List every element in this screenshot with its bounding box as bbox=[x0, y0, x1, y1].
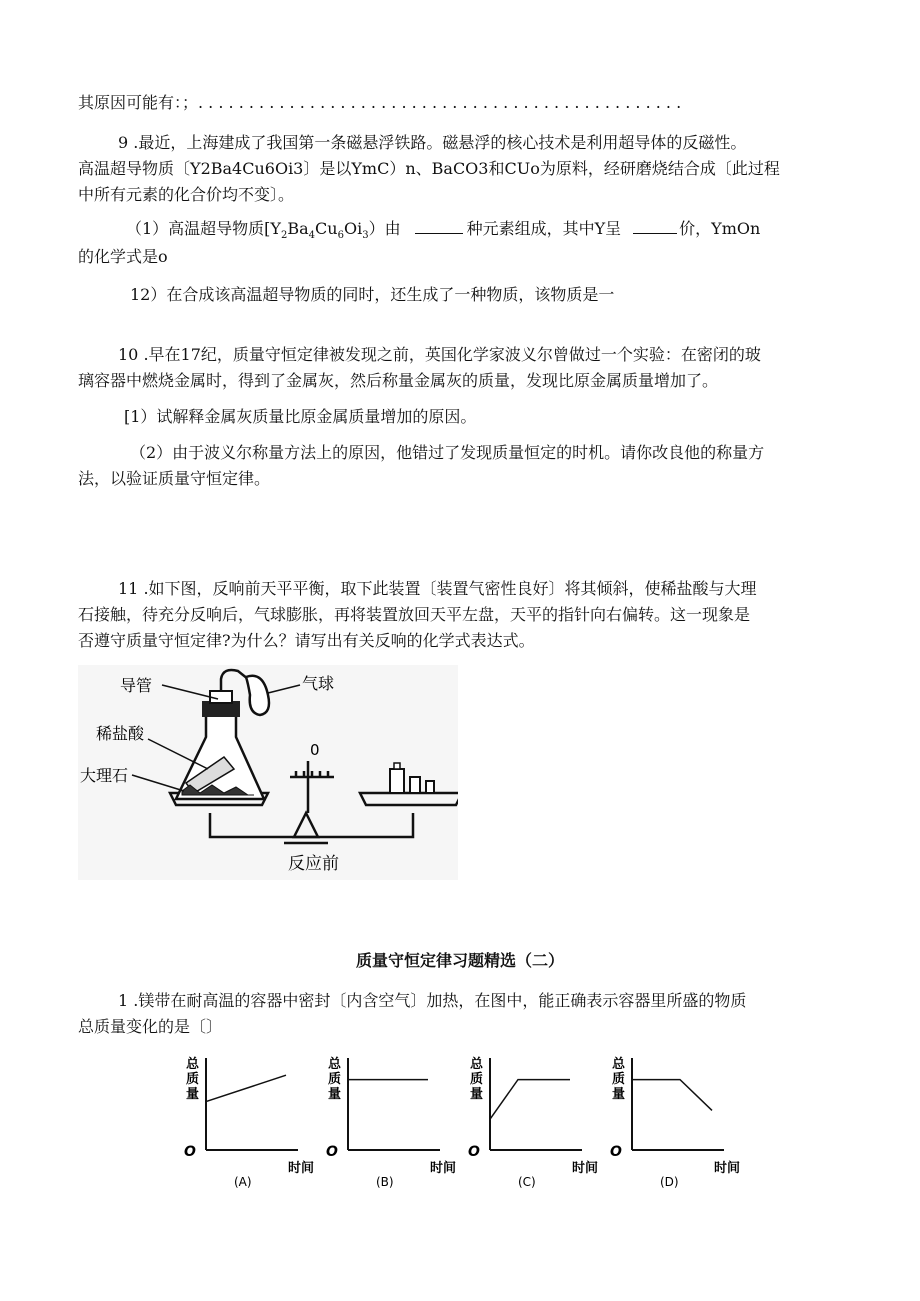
q10-part2-line1: （2）由于波义尔称量方法上的原因，他错过了发现质量恒定的时机。请你改良他的称量方 bbox=[130, 443, 765, 462]
graph-b-origin: O bbox=[326, 1144, 338, 1160]
label-tube: 导管 bbox=[120, 676, 153, 695]
graph-c-title: (C) bbox=[518, 1175, 536, 1189]
graph-b-title: (B) bbox=[376, 1175, 394, 1189]
graph-a-ylabel-2: 质 bbox=[186, 1072, 200, 1087]
graph-d-ylabel-2: 质 bbox=[612, 1072, 626, 1087]
weight-medium bbox=[410, 777, 420, 793]
graph-a-series-line bbox=[206, 1075, 286, 1101]
label-balloon: 气球 bbox=[302, 674, 335, 693]
q9-sub-o: 3 bbox=[362, 230, 369, 242]
q9-part1-e: ）由 bbox=[368, 219, 401, 238]
graph-c-ylabel-2: 质 bbox=[470, 1072, 484, 1087]
graph-b-ylabel-2: 质 bbox=[328, 1072, 342, 1087]
graph-b-ylabel-1: 总 bbox=[328, 1057, 342, 1072]
q9-line2: 高温超导物质〔Y2Ba4Cu6Oi3〕是以YmC）n、BaCO3和CUo为原料，经研磨烧结合成〔此过程 bbox=[78, 159, 780, 178]
graph-d-ylabel-1: 总 bbox=[612, 1057, 626, 1072]
s2q1-line1: 1 .镁带在耐高温的容器中密封〔内含空气〕加热，在图中，能正确表示容器里所盛的物质 bbox=[118, 991, 747, 1010]
q9-part1-a: （1）高温超导物质[Y bbox=[126, 219, 281, 238]
graph-b-ylabel-3: 量 bbox=[328, 1087, 342, 1102]
graph-d-series-line bbox=[632, 1080, 712, 1111]
figure-caption: 反应前 bbox=[288, 854, 339, 874]
graph-a-origin: O bbox=[184, 1144, 196, 1160]
line-reason-dots: 其原因可能有：；. . . . . . . . . . . . . . . . . . . . . . . . . . . . . . . . . . . . . . . . . . . . . . . . bbox=[78, 93, 682, 112]
q11-line3: 否遵守质量守恒定律?为什么？请写出有关反响的化学式表达式。 bbox=[78, 631, 535, 650]
label-acid: 稀盐酸 bbox=[96, 724, 145, 743]
graph-a-ylabel-3: 量 bbox=[186, 1087, 200, 1102]
section-title: 质量守恒定律习题精选（二） bbox=[355, 951, 564, 970]
graph-b-xlabel: 时间 bbox=[430, 1161, 457, 1176]
graph-c-ylabel-3: 量 bbox=[470, 1087, 484, 1102]
q9-part1-c: Cu bbox=[315, 219, 338, 238]
q10-line1: 10 .早在17纪，质量守恒定律被发现之前，英国化学家波义尔曾做过一个实验：在密闭的玻 bbox=[118, 345, 761, 364]
graph-c-xlabel: 时间 bbox=[572, 1161, 599, 1176]
graph-c-origin: O bbox=[468, 1144, 480, 1160]
graph-d-origin: O bbox=[610, 1144, 622, 1160]
q9-part1-line2: 的化学式是o bbox=[78, 247, 168, 266]
graph-a-xlabel: 时间 bbox=[288, 1161, 315, 1176]
q9-part1-d: Oi bbox=[343, 219, 363, 238]
apparatus-figure bbox=[78, 665, 458, 880]
graph-d-ylabel-3: 量 bbox=[612, 1087, 626, 1102]
weight-large bbox=[390, 769, 404, 793]
graph-d-title: (D) bbox=[660, 1175, 679, 1189]
q10-part2-line2: 法，以验证质量守恒定律。 bbox=[78, 469, 271, 488]
q9-sub-ba: 4 bbox=[308, 230, 316, 242]
q10-line2: 璃容器中燃烧金属时，得到了金属灰，然后称量金属灰的质量，发现比原金属质量增加了。 bbox=[78, 371, 719, 390]
q10-part1: [1）试解释金属灰质量比原金属质量增加的原因。 bbox=[124, 407, 477, 426]
q9-part2: 12）在合成该高温超导物质的同时，还生成了一种物质，该物质是一 bbox=[130, 285, 615, 304]
graph-c-ylabel-1: 总 bbox=[470, 1057, 484, 1072]
mass-time-graphs bbox=[184, 1050, 744, 1190]
q11-line2: 石接触，待充分反响后，气球膨胀，再将装置放回天平左盘，天平的指针向右偏转。这一现象是 bbox=[78, 605, 751, 624]
weight-large-knob bbox=[394, 763, 400, 769]
s2q1-line2: 总质量变化的是〔〕 bbox=[78, 1017, 223, 1036]
weight-small bbox=[426, 781, 434, 793]
graph-a-title: (A) bbox=[234, 1175, 252, 1189]
q9-part1 bbox=[126, 216, 906, 242]
graph-d-xlabel: 时间 bbox=[714, 1161, 741, 1176]
graph-c-series-line bbox=[490, 1080, 570, 1120]
q9-part1-g: 价，YmOn bbox=[679, 219, 761, 238]
stopper-top bbox=[210, 691, 232, 703]
blank-element-count[interactable] bbox=[415, 219, 463, 234]
q9-sub-cu: 6 bbox=[337, 230, 344, 242]
q9-line3: 中所有元素的化合价均不变〕。 bbox=[78, 185, 295, 204]
graph-a-ylabel-1: 总 bbox=[186, 1057, 200, 1072]
q9-part1-b: Ba bbox=[287, 219, 309, 238]
q9-part1-f: 种元素组成，其中Y呈 bbox=[466, 219, 622, 238]
q9-sub-y: 2 bbox=[281, 230, 288, 242]
blank-valence[interactable] bbox=[633, 219, 677, 234]
label-marble: 大理石 bbox=[80, 766, 129, 785]
q11-line1: 11 .如下图，反响前天平平衡，取下此装置〔装置气密性良好〕将其倾斜，使稀盐酸与大理 bbox=[118, 579, 757, 598]
q9-line1: 9 .最近，上海建成了我国第一条磁悬浮铁路。磁悬浮的核心技术是利用超导体的反磁性。 bbox=[118, 133, 747, 152]
scale-zero: 0 bbox=[310, 741, 320, 759]
